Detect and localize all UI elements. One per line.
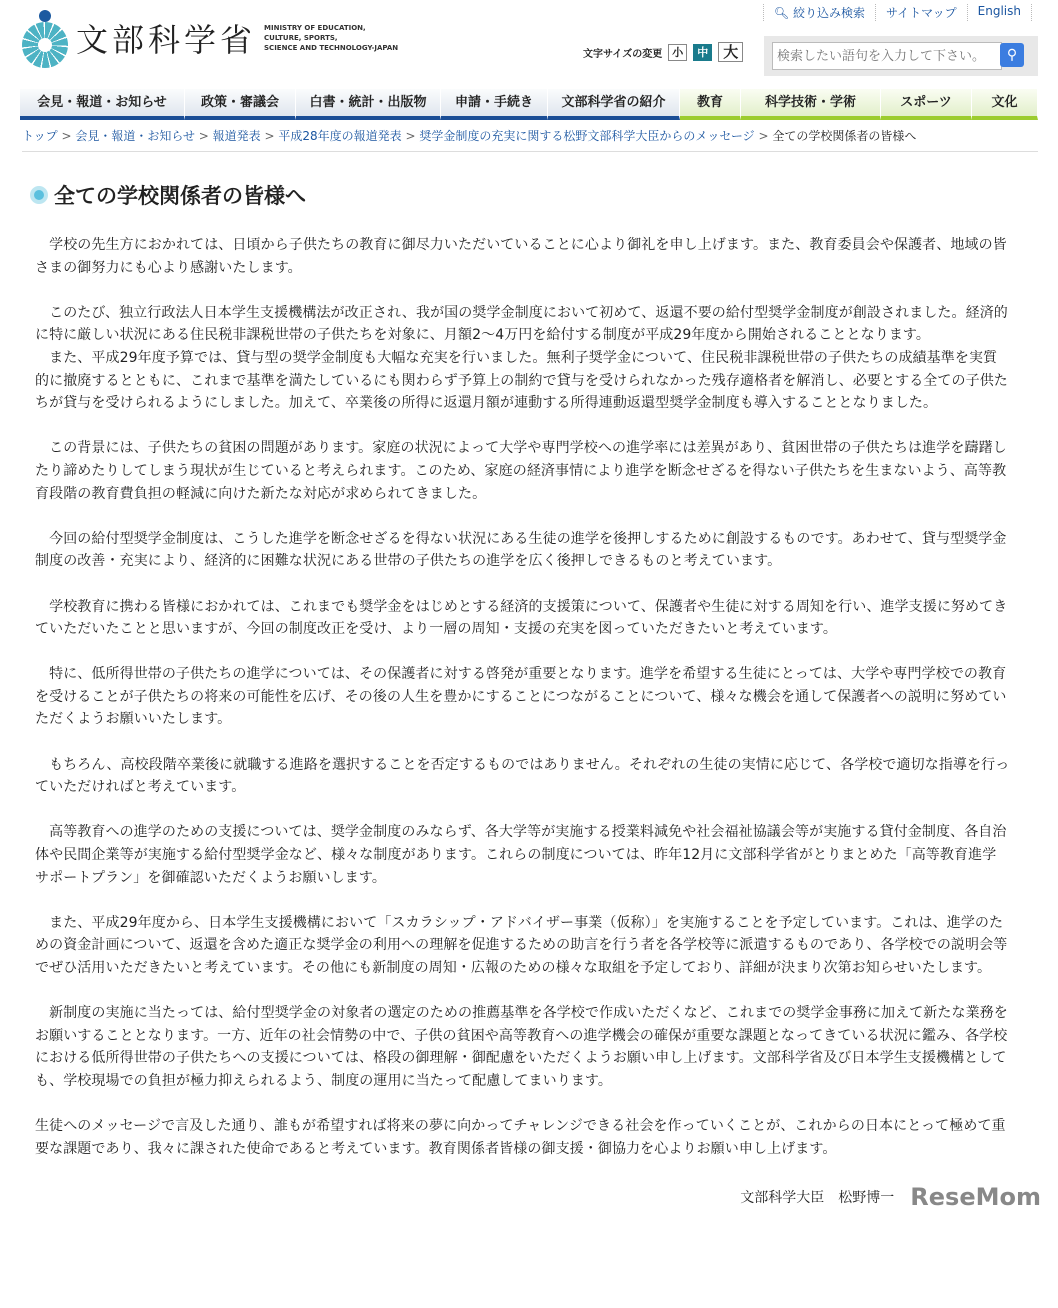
paragraph: この背景には、子供たちの貧困の問題があります。家庭の状況によって大学や専門学校への進学率には差異があり、貧困世帯の子供たちは進学を躊躇したり諦めたりしてしまう現状が生じていると考えられます。このため、家庭の経済事情により進学を断念せざるを得ない子供たちを生まないよう、高等教育段階の教育費負担の軽減に向けた新たな対応が求められてきました。 xyxy=(35,440,1007,502)
logo-english: MINISTRY OF EDUCATION, CULTURE, SPORTS, SCIENCE AND TECHNOLOGY-JAPAN xyxy=(264,24,399,52)
utility-links xyxy=(763,4,1032,21)
nav-culture[interactable]: 文化 xyxy=(972,89,1038,120)
english-link[interactable]: English xyxy=(967,4,1032,21)
breadcrumb-link[interactable]: 奨学金制度の充実に関する松野文部科学大臣からのメッセージ xyxy=(419,129,755,143)
nav-sports[interactable]: スポーツ xyxy=(881,89,972,120)
paragraph: 特に、低所得世帯の子供たちの進学については、その保護者に対する啓発が重要となります。進学を希望する生徒にとっては、大学や専門学校での教育を受けることが子供たちの将来の可能性を広げ、その後の人生を豊かにすることにつながることについて、様々な機会を通して保護者への説明に努めていただくようお願いいたします。 xyxy=(35,666,1007,728)
bullet-icon xyxy=(30,186,48,204)
font-size-medium[interactable]: 中 xyxy=(693,44,712,61)
page-title xyxy=(30,180,306,210)
paragraph-block xyxy=(35,302,1010,415)
nav-whitepaper[interactable]: 白書・統計・出版物 xyxy=(296,89,441,120)
paragraph: もちろん、高校段階卒業後に就職する進路を選択することを否定するものではありません。それぞれの生徒の実情に応じて、各学校で適切な指導を行っていただければと考えています。 xyxy=(35,756,1010,796)
search-button[interactable] xyxy=(1000,43,1024,67)
nav-education[interactable]: 教育 xyxy=(680,89,741,120)
nav-applications[interactable]: 申請・手続き xyxy=(441,89,548,120)
nav-about[interactable]: 文部科学省の紹介 xyxy=(548,89,680,120)
paragraph: 高等教育への進学のための支援については、奨学金制度のみならず、各大学等が実施する授業料減免や社会福祉協議会等が実施する貸付金制度、各自治体や民間企業等が実施する給付型奨学金など、様々な制度があります。これらの制度については、昨年12月に文部科学省がとりまとめた「高等教育進学サポートプラン」を御確認いただくようお願いします。 xyxy=(35,824,1007,886)
font-size-large[interactable]: 大 xyxy=(718,42,743,62)
paragraph: 学校教育に携わる皆様におかれては、これまでも奨学金をはじめとする経済的支援策について、保護者や生徒に対する周知を行い、進学支援に努めてきていただいたことと思いますが、今回の制度改正を受け、より一層の周知・支援の充実を図っていただきたいと考えています。 xyxy=(35,598,1008,638)
search-icon: ⚲ xyxy=(1006,47,1018,63)
ministry-logo[interactable] xyxy=(20,10,398,66)
search-input[interactable] xyxy=(772,42,1002,70)
paragraph: また、平成29年度予算では、貸与型の奨学金制度も大幅な充実を行いました。無利子奨学金について、住民税非課税世帯の子供たちの成績基準を実質的に撤廃するとともに、これまで基準を満たしているにも関わらず予算上の制約で貸与を受けられなかった残存適格者を解消し、必要とする全ての子供たちが貸与を受けられるようにしました。加えて、卒業後の所得に返還月額が連動する所得連動返還型奨学金制度も導入することとなりました。 xyxy=(35,349,1008,412)
nav-policy[interactable]: 政策・審議会 xyxy=(185,89,296,120)
watermark-logo: ReseMom xyxy=(910,1182,1041,1211)
refined-search-link[interactable]: 🔍︎ 絞り込み検索 xyxy=(763,4,875,21)
signature: 文部科学大臣 松野博一 xyxy=(740,1189,895,1206)
font-size-control xyxy=(583,42,743,62)
global-nav xyxy=(20,89,1038,120)
paragraph: 新制度の実施に当たっては、給付型奨学金の対象者の選定のための推薦基準を各学校で作成いただくなど、これまでの奨学金事務に加えて新たな業務をお願いすることとなります。一方、近年の社会情勢の中で、子供の貧困や高等教育への進学機会の確保が重要な課題となってきている状況に鑑み、各学校における低所得世帯の子供たちへの支援については、格段の御理解・御配慮をいただくようお願い申し上げます。文部科学省及び日本学生支援機構としても、学校現場での負担が極力抑えられるよう、制度の運用に当たって配慮してまいります。 xyxy=(35,1005,1008,1089)
paragraph: このたび、独立行政法人日本学生支援機構法が改正され、我が国の奨学金制度において初めて、返還不要の給付型奨学金制度が創設されました。経済的に特に厳しい状況にある住民税非課税世帯の子供たちを対象に、月額2～4万円を給付する制度が平成29年度から開始されることとなります。 xyxy=(35,304,1008,344)
breadcrumb-link[interactable]: 平成28年度の報道発表 xyxy=(278,129,402,143)
search-box xyxy=(764,36,1038,76)
signature-row xyxy=(35,1183,1045,1211)
paragraph: 学校の先生方におかれては、日頃から子供たちの教育に御尽力いただいていることに心より御礼を申し上げます。また、教育委員会や保護者、地域の皆さまの御努力にも心より感謝いたします。 xyxy=(35,237,1007,276)
nav-press[interactable]: 会見・報道・お知らせ xyxy=(20,89,185,120)
breadcrumb-link[interactable]: トップ xyxy=(22,129,58,143)
logo-text: 文部科学省 xyxy=(76,21,257,59)
font-size-small[interactable]: 小 xyxy=(668,44,687,61)
breadcrumb: トップ > 会見・報道・お知らせ > 報道発表 > 平成28年度の報道発表 > 奨学金制度の充実に関する松野文部科学大臣からのメッセージ > 全ての学校関係者の皆様へ xyxy=(22,127,1038,152)
page-title-text: 全ての学校関係者の皆様へ xyxy=(54,184,306,208)
breadcrumb-link[interactable]: 会見・報道・お知らせ xyxy=(75,129,195,143)
paragraph: 今回の給付型奨学金制度は、こうした進学を断念せざるを得ない状況にある生徒の進学を後押しするために創設するものです。あわせて、貸与型奨学金制度の改善・充実により、経済的に困難な状況にある世帯の子供たちの進学を広く後押しできるものと考えています。 xyxy=(35,530,1007,570)
breadcrumb-current: 全ての学校関係者の皆様へ xyxy=(772,129,917,143)
message-body xyxy=(35,234,1010,1160)
logo-emblem-icon xyxy=(20,10,72,66)
sitemap-link[interactable]: サイトマップ xyxy=(875,4,967,21)
paragraph: 生徒へのメッセージで言及した通り、誰もが希望すれば将来の夢に向かってチャレンジできる社会を作っていくことが、これからの日本にとって極めて重要な課題であり、我々に課された使命であると考えています。教育関係者皆様の御支援・御協力を心よりお願い申し上げます。 xyxy=(35,1118,1006,1157)
font-size-label: 文字サイズの変更 xyxy=(583,48,663,60)
breadcrumb-link[interactable]: 報道発表 xyxy=(212,129,261,143)
paragraph: また、平成29年度から、日本学生支援機構において「スカラシップ・アドバイザー事業（仮称）」を実施することを予定しています。これは、進学のための資金計画について、返還を含めた適正な奨学金の利用への理解を促進するための助言を行う者を各学校等に派遣するものであり、各学校での説明会等でぜひ活用いただきたいと考えています。その他にも新制度の周知・広報のための様々な取組を予定しており、詳細が決まり次第お知らせいたします。 xyxy=(35,914,1008,976)
nav-science[interactable]: 科学技術・学術 xyxy=(741,89,881,120)
search-filter-icon: 🔍︎ xyxy=(773,6,793,20)
